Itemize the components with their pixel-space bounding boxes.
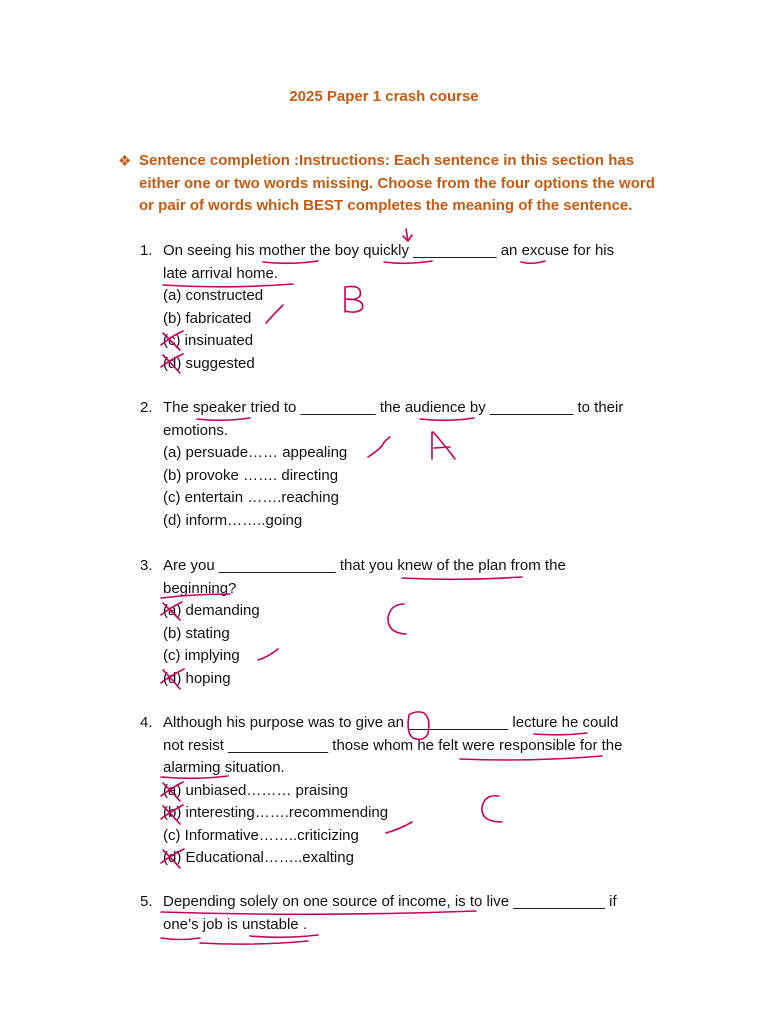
diamond-bullet-icon: ❖	[118, 153, 132, 170]
page-title: 2025 Paper 1 crash course	[289, 88, 479, 105]
option-b: (b) interesting…….recommending	[163, 804, 389, 821]
option-d: (d) suggested	[163, 354, 255, 372]
question-4	[140, 712, 680, 870]
question-stem-line: Depending solely on one source of income, is to live ___________ if	[163, 893, 617, 910]
option-b: (b) fabricated	[163, 309, 252, 327]
question-stem-line: not resist ____________ those whom he felt were responsible for the	[163, 736, 623, 754]
option-c: (c) implying	[163, 647, 240, 664]
question-number: 1.	[140, 242, 153, 259]
question-number: 3.	[140, 557, 153, 574]
instructions-text: Sentence completion :Instructions: Each sentence in this section has either one or two words missing. Choose from the four options the word or pair of words which BEST completes the meaning of the sentence.	[139, 152, 655, 214]
question-stem-line: one’s job is unstable .	[163, 915, 307, 933]
question-stem-line: On seeing his mother the boy quickly __________ an excuse for his	[163, 242, 615, 259]
question-number: 2.	[140, 399, 153, 416]
underline-mark	[161, 938, 200, 940]
option-a: (a) constructed	[163, 287, 264, 304]
option-c: (c) insinuated	[163, 332, 254, 349]
option-a: (a) unbiased……… praising	[163, 781, 349, 799]
question-stem-line: alarming situation.	[163, 759, 285, 776]
question-2	[140, 397, 680, 532]
option-a: (a) demanding	[163, 602, 260, 619]
question-number: 4.	[140, 714, 153, 731]
question-stem-line: Although his purpose was to give an ____________ lecture he could	[163, 714, 619, 731]
question-3	[140, 555, 680, 690]
instructions-block	[118, 150, 658, 218]
option-a: (a) persuade…… appealing	[163, 444, 348, 461]
option-d: (d) hoping	[163, 669, 231, 687]
question-stem-line: emotions.	[163, 421, 229, 439]
option-b: (b) stating	[163, 624, 230, 642]
question-stem-line: beginning?	[163, 579, 237, 597]
option-d: (d) inform……..going	[163, 511, 303, 529]
question-stem-line: late arrival home.	[163, 264, 279, 282]
question-number: 5.	[140, 893, 153, 910]
option-b: (b) provoke ……. directing	[163, 466, 339, 484]
option-d: (d) Educational……..exalting	[163, 849, 354, 866]
question-1	[140, 240, 680, 375]
question-stem-line: The speaker tried to _________ the audience by __________ to their	[163, 399, 624, 416]
option-c: (c) entertain …….reaching	[163, 489, 339, 506]
underline-mark	[200, 941, 308, 944]
option-c: (c) Informative……..criticizing	[163, 826, 359, 844]
question-stem-line: Are you ______________ that you knew of the plan from the	[163, 557, 566, 574]
question-5	[140, 891, 680, 936]
